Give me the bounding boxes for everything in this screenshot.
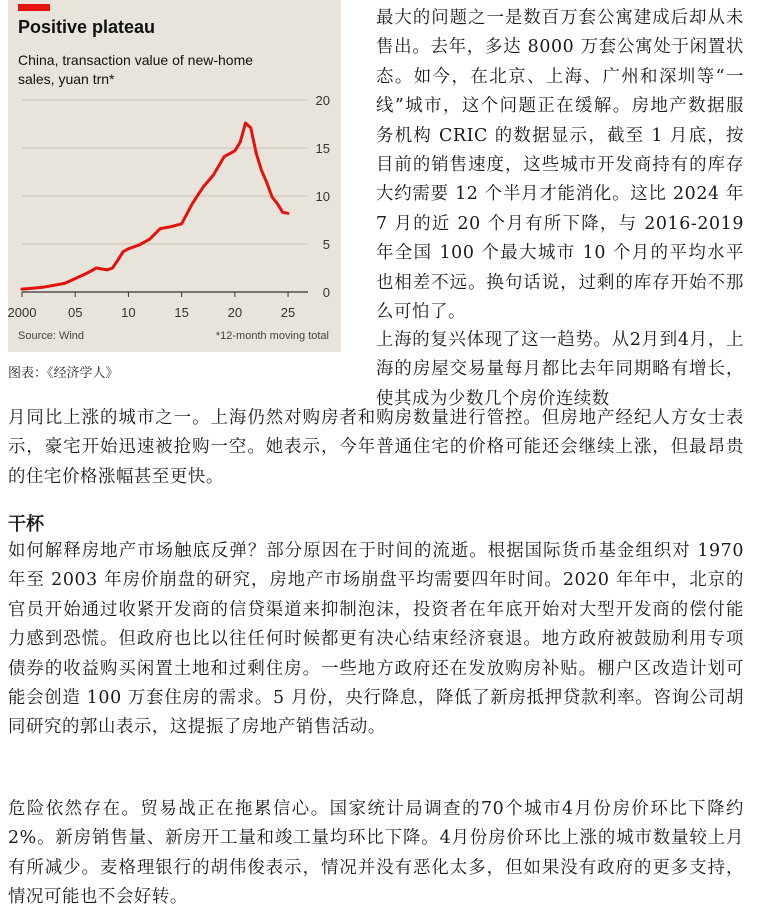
data-point (170, 226, 172, 228)
x-tick-label: 2000 (8, 305, 37, 320)
data-point (112, 267, 114, 269)
data-point (106, 269, 108, 271)
data-point (85, 273, 87, 275)
data-point (160, 228, 162, 230)
data-point (74, 278, 76, 280)
paragraph-shanghai-end: 月同比上涨的城市之一。上海仍然对购房者和购房数量进行管控。但房地产经纪人方女士表示，豪宅开始迅速被抢购一空。她表示，今年普通住宅的价格可能还会继续上涨，但最昂贵的住宅价格涨幅甚至更快。 (8, 408, 744, 487)
data-point (96, 267, 98, 269)
y-tick-label: 5 (322, 237, 330, 252)
data-point (149, 238, 151, 240)
data-point (138, 244, 140, 246)
data-point (287, 212, 289, 214)
data-point (277, 203, 279, 205)
y-tick-label: 10 (315, 189, 330, 204)
data-point (122, 251, 124, 253)
data-point (213, 174, 215, 176)
chart-footnote: *12-month moving total (215, 330, 329, 342)
paragraph-inventory: 最大的问题之一是数百万套公寓建成后却从未售出。去年，多达 8000 万套公寓处于闲置状态。如今，在北京、上海、广州和深圳等“一线”城市，这个问题正在缓解。房地产数据服务机构 CRIC 的数据显示，截至 1 月底，按目前的销售速度，这些城市开发商持有的库存大约需要 12 个半月才能消化。这比 2024 年 7 月的近 20 个月有所下降，与 2016-2019 年全国 100 个最大城市 10 个月的平均水平也相差不远。换句话说，过剩的库存开始不那么可怕了。 (376, 8, 744, 323)
figure-caption: 图表：《经济学人》 (8, 366, 119, 381)
paragraph-risks: 危险依然存在。贸易战正在拖累信心。国家统计局调查的70个城市4月份房价环比下降约2%。新房销售量、新房开工量和竣工量均环比下降。4月份房价环比上涨的城市数量较上月有所减少。麦格理银行的胡伟俊表示，情况并没有恶化太多，但如果没有政府的更多支持，情况可能也不会好转。 (8, 799, 744, 908)
chart-panel (8, 0, 341, 352)
data-point (191, 203, 193, 205)
x-tick-label: 20 (227, 305, 243, 320)
data-point (255, 152, 257, 154)
x-tick-label: 10 (121, 305, 136, 320)
data-point (266, 182, 268, 184)
data-point (234, 150, 236, 152)
data-point (42, 286, 44, 288)
section-heading: 干杯 (8, 514, 44, 535)
data-point (250, 127, 252, 129)
data-point (21, 288, 23, 290)
y-tick-label: 15 (315, 141, 330, 156)
chart-subtitle: China, transaction value of new-home sales, yuan trn* (18, 52, 254, 87)
paragraph-shanghai-start: 上海的复兴体现了这一趋势。从2月到4月，上海的房屋交易量每月都比去年同期略有增长，使其成为少数几个房价连续数 (376, 330, 744, 409)
data-point (271, 196, 273, 198)
data-point (239, 141, 241, 143)
data-point (245, 122, 247, 124)
x-tick-label: 05 (67, 305, 83, 320)
data-point (202, 187, 204, 189)
chart-title: Positive plateau (18, 17, 156, 37)
y-tick-label: 0 (322, 285, 330, 300)
data-point (181, 223, 183, 225)
y-tick-label: 20 (315, 93, 330, 108)
data-point (223, 156, 225, 158)
chart-source: Source: Wind (18, 330, 85, 342)
data-point (64, 283, 66, 285)
data-point (117, 260, 119, 262)
line-chart (8, 0, 341, 352)
data-point (282, 212, 284, 214)
paragraph-rebound: 如何解释房地产市场触底反弹？部分原因在于时间的流逝。根据国际货币基金组织对 1970 年至 2003 年房价崩盘的研究，房地产市场崩盘平均需要四年时间。2020 年年中，北京的官员开始通过收紧开发商的信贷渠道来抑制泡沫，投资者在年底开始对大型开发商的偿付能力感到恐慌。但政府也比以往任何时候都更有决心结束经济衰退。地方政府被鼓励利用专项债券的收益购买闲置土地和过剩住房。一些地方政府还在发放购房补贴。棚户区改造计划可能会创造 100 万套住房的需求。5 月份，央行降息，降低了新房抵押贷款利率。咨询公司胡同研究的郭山表示，这提振了房地产销售活动。 (8, 541, 744, 738)
data-point (261, 169, 263, 171)
data-point (128, 248, 130, 250)
x-tick-label: 15 (174, 305, 189, 320)
x-tick-label: 25 (280, 305, 296, 320)
